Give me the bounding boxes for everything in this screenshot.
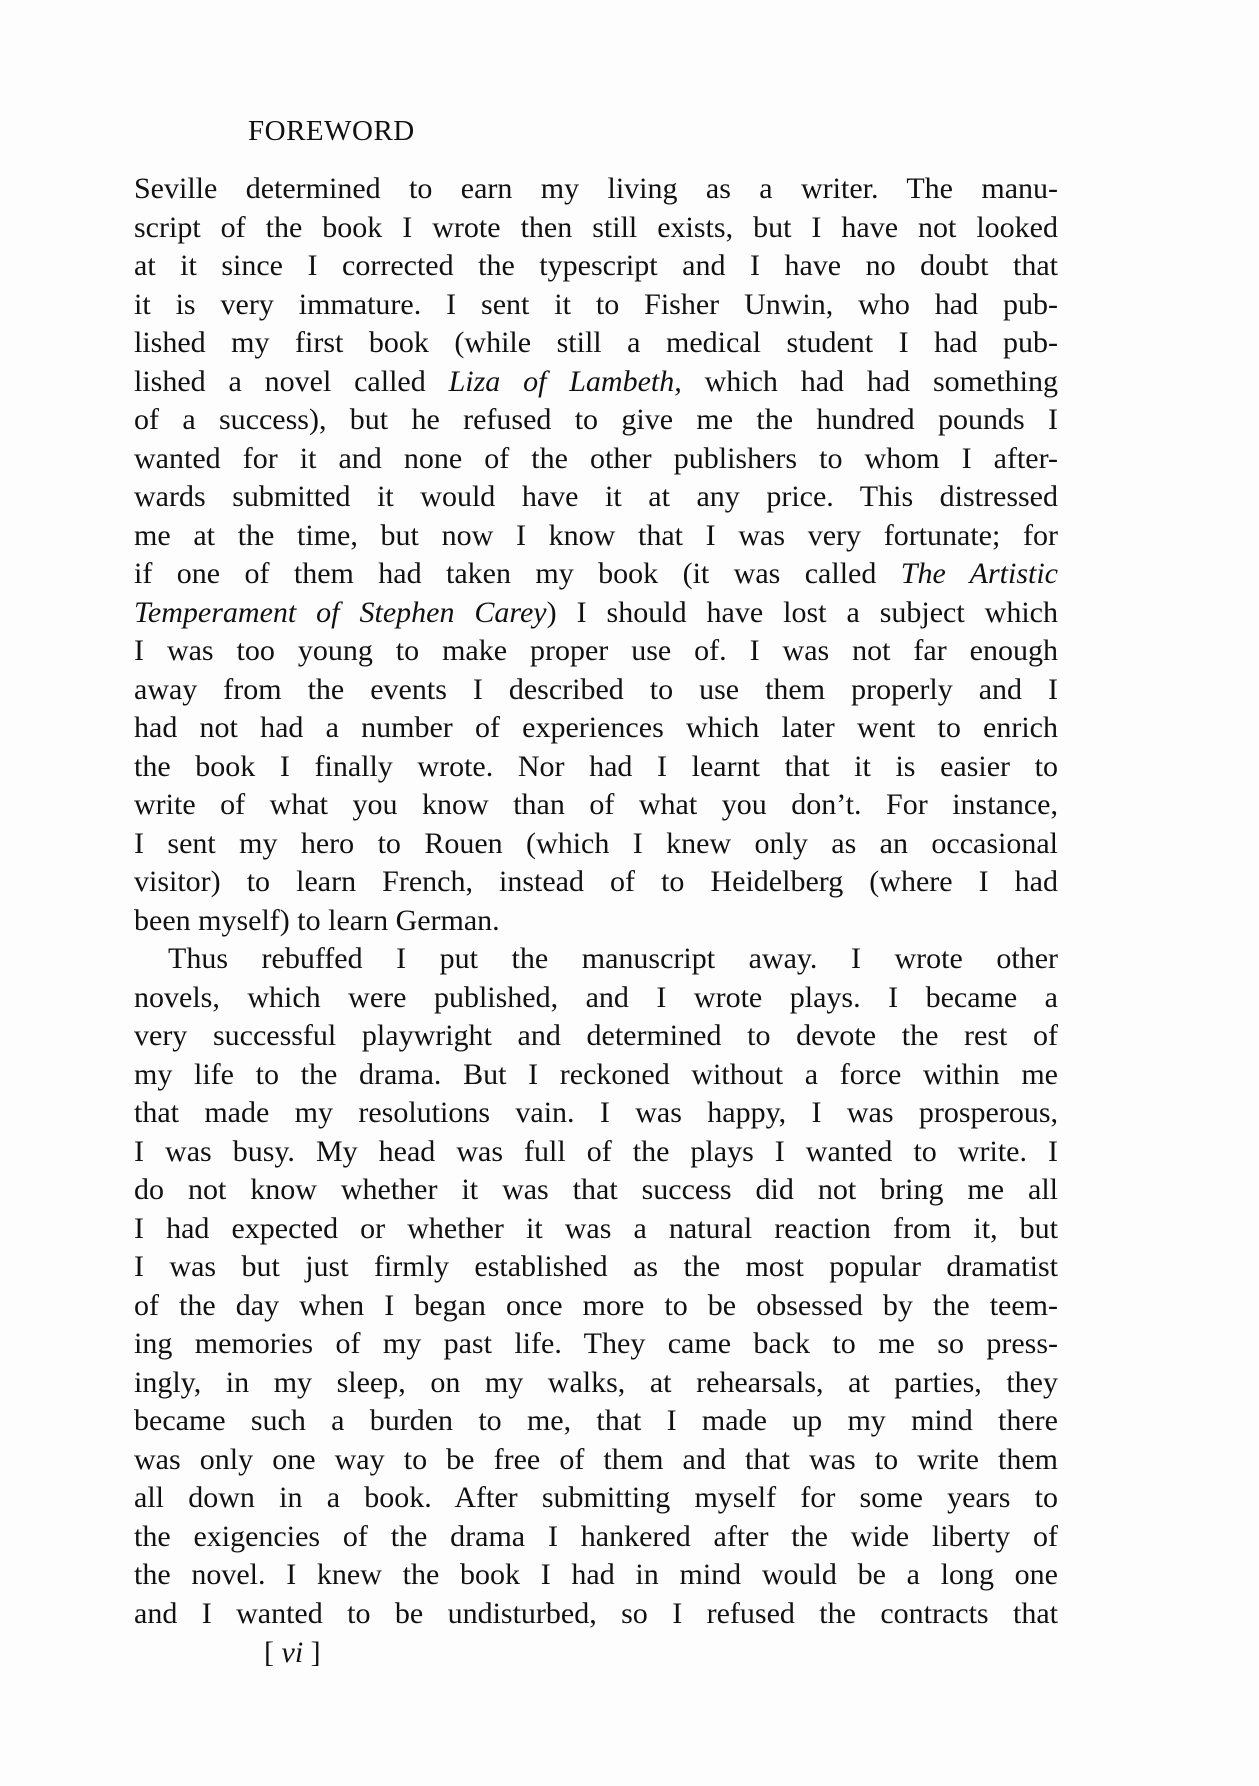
text-line: of a success), but he refused to give me the hundred pounds I	[134, 403, 1058, 436]
text-line: me at the time, but now I know that I was very fortunate; for	[134, 518, 1058, 552]
text-line: visitor) to learn French, instead of to Heidelberg (where I had	[134, 865, 1058, 898]
text-line: wards submitted it would have it at any price. This distressed	[134, 480, 1058, 513]
text-line: it is very immature. I sent it to Fisher Unwin, who had pub-	[134, 287, 1058, 321]
text-line: and I wanted to be undisturbed, so I refused the contracts that	[134, 1596, 1058, 1630]
italic-title: Liza of Lambeth,	[448, 364, 682, 398]
text-line: became such a burden to me, that I made up my mind there	[134, 1404, 1058, 1437]
text-line: the exigencies of the drama I hankered after the wide liberty of	[134, 1519, 1058, 1553]
text-segment: which had had something	[681, 364, 1058, 398]
text-line: been myself) to learn German.	[134, 903, 500, 937]
text-line: the novel. I knew the book I had in mind would be a long one	[134, 1558, 1058, 1591]
text-line: at it since I corrected the typescript and I have no doubt that	[134, 249, 1058, 282]
text-line: of the day when I began once more to be obsessed by the teem-	[134, 1288, 1058, 1322]
text-line: the book I finally wrote. Nor had I learnt that it is easier to	[134, 749, 1058, 783]
text-line: Thus rebuffed I put the manuscript away. I wrote other	[168, 942, 1058, 975]
page-number	[264, 1634, 321, 1672]
text-line: had not had a number of experiences which later went to enrich	[134, 711, 1058, 744]
text-line	[134, 594, 1058, 633]
italic-title: The Artistic	[900, 557, 1058, 590]
text-line	[134, 555, 1058, 594]
text-line: that made my resolutions vain. I was happy, I was prosperous,	[134, 1096, 1058, 1129]
text-line: away from the events I described to use them properly and I	[134, 672, 1058, 706]
text-line: Seville determined to earn my living as a writer. The manu-	[134, 172, 1058, 205]
paragraph	[134, 940, 1058, 1633]
paragraph	[134, 170, 1058, 940]
text-line: all down in a book. After submitting myself for some years to	[134, 1481, 1058, 1514]
text-line: ing memories of my past life. They came back to me so press-	[134, 1327, 1058, 1360]
text-line: very successful playwright and determined to devote the rest of	[134, 1019, 1058, 1052]
text-line: was only one way to be free of them and that was to write them	[134, 1442, 1058, 1476]
text-line: I was but just firmly established as the most popular dramatist	[134, 1250, 1058, 1283]
folio-numeral: vi	[281, 1636, 304, 1669]
text-segment: if one of them had taken my book (it was called	[134, 557, 901, 590]
running-head: FOREWORD	[248, 115, 415, 147]
italic-title: Temperament of Stephen Carey	[134, 595, 547, 629]
folio-close-bracket: ]	[303, 1636, 321, 1669]
text-line: I had expected or whether it was a natural reaction from it, but	[134, 1211, 1058, 1245]
text-segment: lished a novel called	[134, 364, 449, 398]
text-line: ingly, in my sleep, on my walks, at rehearsals, at parties, they	[134, 1365, 1058, 1399]
text-line: novels, which were published, and I wrote plays. I became a	[134, 980, 1058, 1014]
body-text	[134, 170, 1058, 1633]
text-line: I was too young to make proper use of. I was not far enough	[134, 634, 1058, 667]
text-line: I sent my hero to Rouen (which I knew only as an occasional	[134, 826, 1058, 860]
text-line	[134, 363, 1058, 402]
text-line: do not know whether it was that success did not bring me all	[134, 1173, 1058, 1206]
text-line: I was busy. My head was full of the plays I wanted to write. I	[134, 1134, 1058, 1168]
text-segment: ) I should have lost a subject which	[546, 595, 1058, 629]
text-line: wanted for it and none of the other publishers to whom I after-	[134, 441, 1058, 475]
text-line: my life to the drama. But I reckoned without a force within me	[134, 1057, 1058, 1091]
text-line: write of what you know than of what you don’t. For instance,	[134, 788, 1058, 821]
folio-open-bracket: [	[264, 1636, 282, 1669]
text-line: script of the book I wrote then still exists, but I have not looked	[134, 210, 1058, 244]
text-line: lished my first book (while still a medical student I had pub-	[134, 326, 1058, 359]
